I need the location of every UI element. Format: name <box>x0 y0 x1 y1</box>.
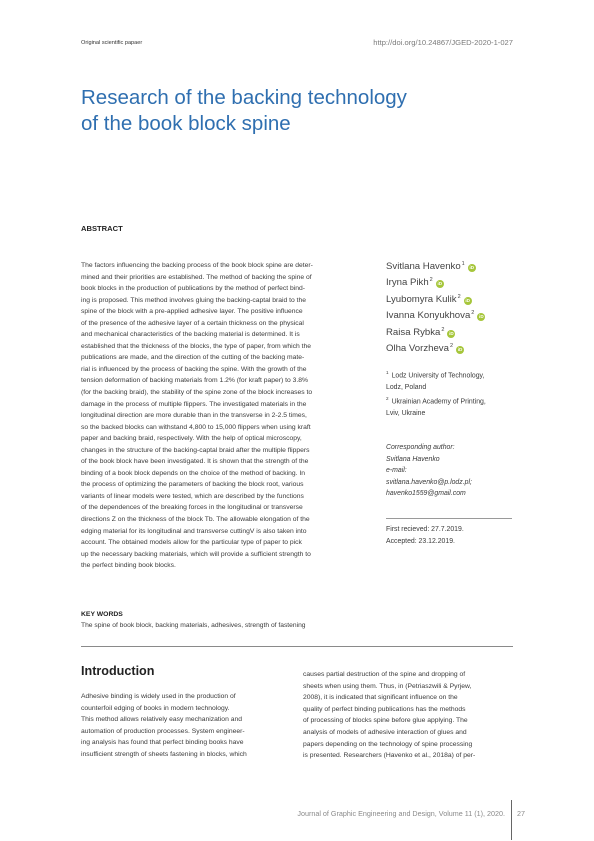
abstract-line: binding of a book block depends on the choice of the method of backing. In <box>81 469 306 477</box>
abstract-line: publications are made, and the direction of the cutting of the backing mate- <box>81 354 305 362</box>
author-name: Lyubomyra Kulik <box>386 293 457 305</box>
abstract-line: The factors influencing the backing process of the book block spine are deter- <box>81 262 313 269</box>
affiliation-line <box>386 408 526 420</box>
corresponding-author <box>386 442 526 500</box>
affiliation-line <box>386 367 526 382</box>
received-date: First recieved: 27.7.2019. <box>386 526 464 533</box>
corresponding-line: Corresponding author: <box>386 444 455 451</box>
affiliation-marker: 2 <box>449 342 453 349</box>
orcid-icon[interactable]: iD <box>449 330 454 336</box>
author-item <box>386 272 526 288</box>
affiliation-marker: 2 <box>386 396 389 402</box>
author-item <box>386 338 526 354</box>
author-item <box>386 305 526 321</box>
author-name: Olha Vorzheva <box>386 342 449 354</box>
abstract-line: ing is proposed. This method involves gluing the backing-captal braid to the <box>81 296 307 304</box>
affiliation-line <box>386 393 526 408</box>
abstract-line: changes in the structure of the backing-captal braid after the multiple flippers <box>81 446 310 454</box>
affiliation-marker: 1 <box>461 261 465 267</box>
orcid-icon[interactable]: iD <box>437 281 443 287</box>
author-item <box>386 289 526 305</box>
dates <box>386 524 526 547</box>
affiliation-marker: 1 <box>386 370 389 375</box>
author-name: Iryna Pikh <box>386 277 429 289</box>
intro-column-right <box>303 669 515 762</box>
affiliations <box>386 367 526 420</box>
author-name: Ivanna Konyukhova <box>386 310 471 322</box>
keywords-text: The spine of book block, backing materials, adhesives, strength of fastening <box>81 622 306 629</box>
body-text-line: Adhesive binding is widely used in the production of <box>81 693 236 700</box>
body-text-line: insufficient strength of sheets fastening in blocks, which <box>81 750 247 758</box>
abstract-body <box>81 260 366 572</box>
corresponding-line: e-mail: <box>386 467 407 475</box>
abstract-line: the process of optimizing the parameters of backing the block root, various <box>81 481 304 489</box>
abstract-heading: ABSTRACT <box>81 224 123 233</box>
intro-column-left <box>81 691 291 761</box>
abstract-line: the perfect binding book blocks. <box>81 562 176 570</box>
abstract-line: tension deformation of backing materials from 1.2% (for kraft paper) to 3.8% <box>81 377 308 385</box>
doi-link[interactable]: http://doi.org/10.24867/JGED-2020-1-027 <box>373 38 513 47</box>
author-item <box>386 322 526 338</box>
abstract-line: variants of linear models were tested, which are described by the functions <box>81 492 304 500</box>
body-text-line: ing analysis has found that perfect binding books have <box>81 739 244 747</box>
affiliation-marker: 2 <box>441 326 445 333</box>
body-text-line: is presented. Researchers (Havenko et al., 2018a) of per- <box>303 752 476 760</box>
corresponding-line: Svitlana Havenko <box>386 455 440 463</box>
body-text-line: 2008), it is indicated that significant influence on the <box>303 694 458 702</box>
body-text-line: causes partial destruction of the spine and dropping of <box>303 671 466 678</box>
affiliation-text: Lodz, Poland <box>386 383 427 391</box>
abstract-line: established that the thickness of the blocks, the type of paper, from which the <box>81 342 312 350</box>
title-line: Research of the backing technology <box>81 86 407 109</box>
email-link[interactable]: svitlana.havenko@p.lodz.pl; <box>386 478 472 486</box>
abstract-line: (for the backing braid), the stability of the spine zone of the block increases to <box>81 389 313 397</box>
author-list <box>386 256 526 354</box>
abstract-line: longitudinal direction are more durable than in the transverse in 2-2.5 times, <box>81 412 307 420</box>
abstract-line: rial is influenced by the process of backing the spine. With the growth of the <box>81 365 307 373</box>
abstract-line: directions Z on the thickness of the block Tb. The allowable elongation of the <box>81 516 310 524</box>
abstract-line: spine of the block with a pre-applied adhesive layer. The positive influence <box>81 308 303 316</box>
author-item <box>386 256 526 272</box>
abstract-line: so the backed blocks can withstand 4,800 to 15,000 flippers when using kraft <box>81 423 311 431</box>
abstract-line: book blocks in the production of publications by the method of perfect bind- <box>81 285 306 293</box>
body-text-line: sheets when using them. Thus, in (Petriaszwili & Pyrjew, <box>303 682 472 690</box>
body-text-line: papers depending on the technology of spine processing <box>303 740 473 748</box>
orcid-icon[interactable]: iD <box>469 265 475 270</box>
abstract-line: account. The obtained models allow for the particular type of paper to pick <box>81 539 302 547</box>
affiliation-text: Ukrainian Academy of Printing, <box>391 398 486 406</box>
section-heading: Introduction <box>81 664 155 678</box>
abstract-line: of the book block have been investigated. It is shown that the strength of the <box>81 458 309 466</box>
body-text-line: This method allows relatively easy mechanization and <box>81 716 242 724</box>
affiliation-marker: 2 <box>457 293 461 300</box>
abstract-line: damage in the process of multiple flippers. The investigated materials in the <box>81 400 307 408</box>
abstract-line: up the necessary backing materials, which will provide a sufficient strength to <box>81 550 311 558</box>
divider <box>386 518 512 519</box>
author-name: Raisa Rybka <box>386 326 441 338</box>
body-text-line: of processing of blocks spine before glue applying. The <box>303 717 468 725</box>
abstract-line: edging material for its longitudinal and transverse cuttingV is also taken into <box>81 527 307 535</box>
section-divider <box>81 646 513 647</box>
body-text-line: automation of production processes. System engineer- <box>81 727 245 735</box>
body-text-line: analysis of models of adhesive interaction of glues and <box>303 728 467 736</box>
orcid-icon[interactable]: iD <box>465 297 470 303</box>
affiliation-text: Lodz University of Technology, <box>391 372 485 380</box>
paper-title <box>81 85 501 137</box>
author-name: Svitlana Havenko <box>386 261 461 272</box>
keywords-heading: KEY WORDS <box>81 611 123 618</box>
orcid-icon[interactable]: iD <box>479 314 484 320</box>
body-text-line: counterfoil edging of books in modern technology. <box>81 704 230 712</box>
body-text-line: quality of perfect binding publications has the methods <box>303 705 466 713</box>
footer-divider <box>511 800 512 840</box>
orcid-icon[interactable]: iD <box>457 346 463 352</box>
abstract-line: and mechanical characteristics of the backing material is determined. It is <box>81 331 300 339</box>
affiliation-line <box>386 382 526 394</box>
abstract-line: mined and their priorities are established. The method of backing the spine of <box>81 273 312 281</box>
affiliation-text: Lviv, Ukraine <box>386 410 426 418</box>
accepted-date: Accepted: 23.12.2019. <box>386 537 455 545</box>
abstract-line: of the presence of the adhesive layer of a certain thickness on the physical <box>81 319 304 327</box>
title-line: of the book block spine <box>81 112 291 135</box>
affiliation-marker: 2 <box>429 277 433 284</box>
page-number: 27 <box>517 809 525 818</box>
paper-type-label: Original scientific papaer <box>81 40 143 46</box>
affiliation-marker: 2 <box>471 310 475 317</box>
journal-citation: Journal of Graphic Engineering and Design, Volume 11 (1), 2020. <box>297 809 505 818</box>
email-link[interactable]: havenko1559@gmail.com <box>386 490 466 498</box>
abstract-line: of the dependences of the breaking forces in the longitudinal or transverse <box>81 504 303 512</box>
abstract-line: paper and backing braid, respectively. With the help of optical microscopy, <box>81 435 302 443</box>
